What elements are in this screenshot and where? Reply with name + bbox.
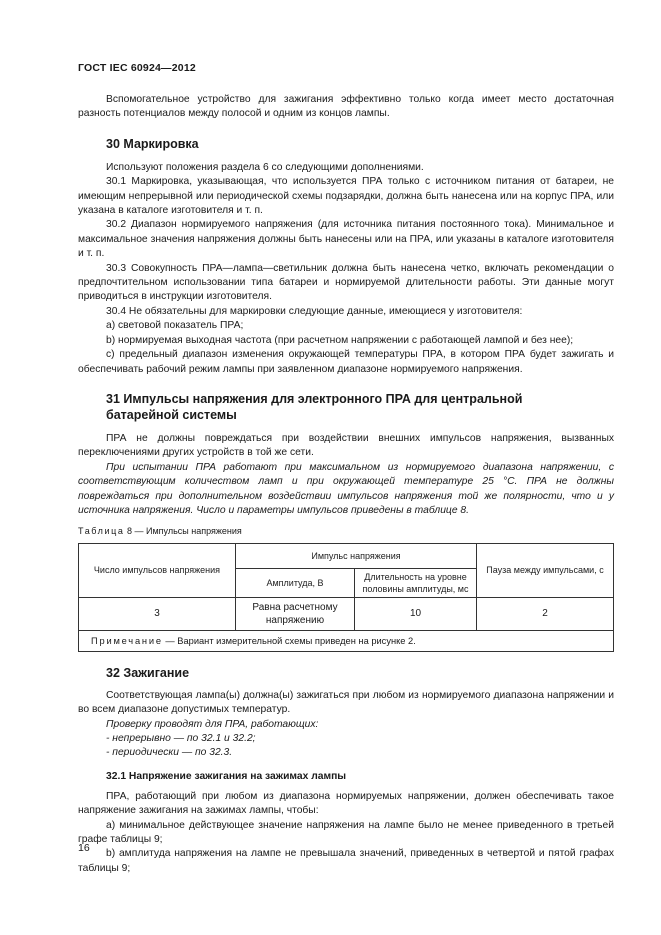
table-caption-text: 8 — Импульсы напряжения — [124, 526, 242, 537]
s30-paragraph-3: 30.2 Диапазон нормируемого напряжения (для источника питания постоянного тока). Минимальное и максимальное значения напряжения должны быть нанесены или на ПРА, или указаны в каталоге изготовителя и т. п. — [78, 219, 614, 260]
table-caption-key: Таблица — [78, 526, 125, 537]
cell-duration: 10 — [355, 597, 477, 630]
s30-paragraph-2: 30.1 Маркировка, указывающая, что используется ПРА только с источником питания от батареи, не имеющим непрерывной или периодической схемы подзарядки, должна быть нанесена или на корпус ПРА, или указана в каталоге изготовителя и т. п. — [78, 176, 614, 217]
s30-item-b: b) нормируемая выходная частота (при расчетном напряжении с работающей лампой и без нее); — [106, 334, 574, 346]
s31-paragraph-1: ПРА не должны повреждаться при воздействии внешних импульсов напряжения, вызванных переключениями других устройств в той же сети. — [78, 432, 614, 459]
header-pause: Пауза между импульсами, с — [477, 543, 614, 597]
header-count: Число импульсов напряжения — [79, 543, 236, 597]
s30-item-c: c) предельный диапазон изменения окружающей температуры ПРА, в котором ПРА будет зажигать и обеспечивать рабочий режим лампы при заявленном диапазоне нормируемого напряжения. — [78, 349, 614, 375]
section-30-heading: 30 Маркировка — [106, 136, 199, 151]
s30-paragraph-4: 30.3 Совокупность ПРА—лампа—светильник должна быть нанесена четко, включать рекомендации о предпочтительном использовании типа батареи и нормируемой длительности работы. Эти данные могут приводиться в инструкции изготовителя. — [78, 262, 614, 303]
header-duration: Длительность на уровне половины амплитуды, мс — [355, 568, 477, 597]
section-31-heading — [106, 391, 614, 423]
table-8-caption — [78, 524, 614, 538]
s31-paragraph-2: При испытании ПРА работают при максимальном из нормируемого диапазона напряжении, с соответствующим количеством ламп и при окружающей температуре 25 °С. ПРА не должны повреждаться при дополнительном воздействии импульсов напряжения той же полярности, что и у источника напряжения. Число и параметры импульсов приведены в таблице 8. — [78, 461, 614, 516]
table-note — [79, 630, 614, 651]
page-content — [78, 93, 614, 876]
s30-paragraph-1: Используют положения раздела 6 со следующими дополнениями. — [106, 161, 424, 173]
s32-1-item-b: b) амплитуда напряжения на лампе не превышала значений, приведенных в четвертой и пятой графах таблицы 9; — [78, 848, 614, 874]
s32-item-2: - периодически — по 32.3. — [106, 747, 233, 759]
section-31-heading-line-2: батарейной системы — [106, 407, 237, 422]
note-key: Примечание — [91, 635, 163, 646]
header-amplitude: Амплитуда, В — [236, 568, 355, 597]
cell-amplitude: Равна расчетному напряжению — [236, 597, 355, 630]
s32-paragraph-1: Соответствующая лампа(ы) должна(ы) зажигаться при любом из нормируемого диапазона напряжении и во всем диапазоне допустимых температур. — [78, 689, 614, 716]
s32-paragraph-2: Проверку проводят для ПРА, работающих: — [106, 718, 319, 730]
page-number: 16 — [78, 842, 90, 854]
s32-1-paragraph: ПРА, работающий при любом из диапазона нормируемых напряжении, должен обеспечивать такое напряжение зажигания на зажимах лампы, чтобы: — [78, 790, 614, 817]
s30-item-a: а) световой показатель ПРА; — [106, 320, 244, 332]
section-31-heading-line-1: 31 Импульсы напряжения для электронного ПРА для центральной — [106, 391, 523, 406]
note-text: — Вариант измерительной схемы приведен на рисунке 2. — [162, 635, 416, 646]
cell-pause: 2 — [477, 597, 614, 630]
section-32-1-heading: 32.1 Напряжение зажигания на зажимах лампы — [106, 770, 347, 782]
intro-paragraph: Вспомогательное устройство для зажигания эффективно только когда имеет место достаточная разность потенциалов между полосой и одним из концов лампы. — [78, 94, 614, 120]
standard-header: ГОСТ IEC 60924—2012 — [78, 62, 196, 74]
header-pulse: Импульс напряжения — [236, 543, 477, 568]
s32-item-1: - непрерывно — по 32.1 и 32.2; — [106, 732, 256, 744]
section-32-heading: 32 Зажигание — [106, 665, 190, 680]
s30-paragraph-5: 30.4 Не обязательны для маркировки следующие данные, имеющиеся у изготовителя: — [106, 305, 523, 317]
table-8 — [78, 543, 614, 652]
s32-1-item-a: а) минимальное действующее значение напряжения на лампе было не менее приведенного в третьей графе таблицы 9; — [78, 819, 614, 845]
cell-count: 3 — [79, 597, 236, 630]
